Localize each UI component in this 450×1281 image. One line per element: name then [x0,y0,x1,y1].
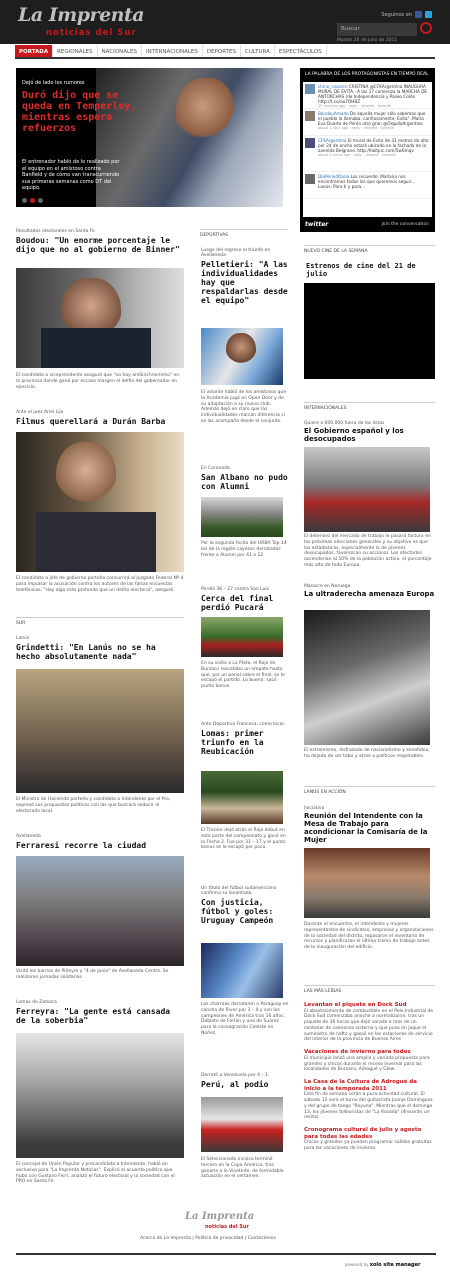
tweet-text: CRISTINA @CFKArgentina INAUGURA MURAL DE EVITA - A las 17 comienza la MARCHA DE ANTORCHAS (de Independencia y Paseo Colón http://t.co/au7OHBZ [318,84,428,104]
featured-slider[interactable] [16,68,283,207]
article-summary: El concejal de Unión Popular y precandidato a Intendente, habló en exclusiva para "La Imprenta Noticias". Explicó el acuerdo político que hubo con Gustavo Ferri, analizó el futuro electoral y la sociedad con el PRO en Santa Fe. [16,1162,175,1185]
join-conversation-link[interactable]: Join the conversation [381,222,429,227]
sur-article [16,834,184,850]
powered-by [345,1262,420,1268]
nav-tab-internacionales[interactable]: INTERNACIONALES [142,45,203,57]
article-title[interactable]: Con justicia, fútbol y goles: Uruguay Campeón [201,898,274,925]
tweet-user[interactable]: DiaPeriodDario [318,174,350,179]
article-title[interactable]: Perú, al podio [201,1080,269,1089]
article-photo[interactable] [201,1097,283,1152]
tweet-text: Los recuerdo: Mañana nos encontramos todos los que queremos seguir... Lanús: Para ti y para... [318,174,416,189]
tweet [303,109,432,136]
article-title[interactable]: Filmus querellará a Durán Barba [16,417,166,426]
cine-title[interactable]: Estrenos de cine del 21 de julio [306,262,416,278]
most-read-title[interactable]: Levantan el piquete en Dock Sud [304,1002,407,1008]
article-photo[interactable] [16,268,184,368]
article-kicker: Ante Deportiva Francesa, como local. [201,722,286,727]
article-summary: Durante el encuentro, el intendente y mujeres representantes de sindicatos, empresas y organizaciones de la sociedad del distrito, repasaron el inventario de recursos y planificaron el último tramo de trabajo antes de la inauguración del edificio. [304,922,434,951]
article-photo[interactable] [304,447,430,532]
section-header-sur[interactable]: SUR [16,617,184,626]
article-title[interactable]: La ultraderecha amenaza Europa [304,590,435,598]
slider-dots [22,198,43,203]
article-title[interactable]: Grindetti: "En Lanús no se ha hecho absolutamente nada" [16,643,156,661]
section-header-deportivas[interactable]: DEPORTIVAS [200,229,288,238]
most-read-summary: El municipio lanzó una amplia y variada propuesta para grandes y chicos durante el receso invernal para las localidades de Burzaco, Adrogué y Glew. [304,1055,430,1073]
article-summary: El Seleccionado incaico terminó tercero en la Copa América, tras ganarle a la Vinotinto, de formidable actuación en el certamen. [201,1157,284,1180]
tweet [303,82,432,109]
article-summary: El Tricolor dejó atrás el flojo debut en esta parte del campeonato y ganó en la Fecha 2. Fue por 31 – 17 y el punto bonus se le escapó por poco. [201,828,286,851]
tweet [303,172,432,199]
article-summary: Visitó los barrios de Piñeyro y "4 de Junio" de Avellaneda Centro. Se realizaron jornadas solidarias. [16,969,169,980]
sports-article [201,248,289,305]
article-kicker: Lomas de Zamora [16,1000,57,1005]
article-kicker: Masacre en Noruega [304,584,351,589]
section-header-cine[interactable]: NUEVO CINE DE LA SEMANA [304,245,435,254]
article-summary: El candidato a vicepresidente aseguró que "no hay antikirchnerismo" en la provincia donde ganó por escaso margen el delfín del gobernador en ejercicio. [16,373,180,390]
article-summary: Los charrúas derrotaron a Paraguay en cancha de River por 3 – 0 y son los campeones de América tras 16 años. Doblete de Forlán y uno de Suárez para la consagración Celeste en Núñez. [201,1002,289,1036]
avatar[interactable] [305,138,315,148]
article-photo[interactable] [201,771,283,824]
twitter-widget [300,68,435,232]
sur-article [16,1000,184,1025]
most-read-title[interactable]: La Casa de la Cultura de Adrogué da inicio a la temporada 2011 [304,1079,418,1092]
article-kicker: Quiere a 600.000 fuera de las listas [304,421,385,426]
featured-title[interactable]: Duró dijo que se queda en Temperley, mientras espera refuerzos [22,90,137,134]
tweet-text: El mural de Evita de 31 metros de alto por 24 de ancho estará ubicado en la fachada de la avenida Belgrano. http://twitpic.com/5w6mqv [318,138,429,153]
article-kicker: Resultados electorales en Santa Fe [16,229,95,234]
article-title[interactable]: Reunión del Intendente con la Mesa de Trabajo para acondicionar la Comisaría de la Mujer [304,812,428,844]
site-logo-subtitle: noticias del Sur [46,28,137,38]
slider-dot[interactable] [22,198,27,203]
site-header [0,0,450,44]
sports-article [201,1073,289,1089]
article-photo[interactable] [16,432,184,572]
article-kicker: Avellaneda [16,834,41,839]
tweet-meta[interactable]: 25 minutes ago · reply · retweet · favorite [318,104,392,108]
avatar[interactable] [305,84,315,94]
article-summary: El candidato a jefe de gobierno porteño concurrirá al Juzgado Federal Nº 4 para impulsar la acusación contra los autores de las falsas encuestas telefónicas. "Hay algo más profundo que un delito electoral", aseguró. [16,576,184,593]
footer-logo-subtitle: noticias del Sur [205,1224,249,1230]
slider-dot[interactable] [38,198,43,203]
avatar[interactable] [305,174,315,184]
search-icon[interactable] [420,22,432,34]
current-date: Martes 26 de julio de 2011 [337,38,398,43]
avatar[interactable] [305,111,315,121]
article-summary: Por la segunda fecha del URBA Top 14 los de la región cayeron derrotados frente a Alumni por 41 a 12. [201,541,287,558]
article-summary: El deterioro del mercado de trabajo le pasará factura en las próximas elecciones generales y su objetivo es que las estadísticas, especialmente la de jóvenes desocupados, favorezcan su accionar. Los afectados ascenderían al 50% de la población activa, el porcentaje más alto de toda Europa. [304,534,432,568]
article-photo[interactable] [16,1033,184,1158]
sports-article [201,722,289,756]
article-title[interactable]: Pelletieri: "A las individualidades hay que respaldarlas desde el equipo" [201,260,288,305]
powered-by-label: powered by [345,1262,369,1267]
article-summary: El volante habló de los amistosos que la Academia jugó en Open Door y de su adaptación a su nuevo club. Además dejó en claro que las individualidades marcan diferencia si se las acompaña desde el conjunto. [201,390,287,424]
search-input[interactable]: Buscar [337,23,417,36]
slider-dot-active[interactable] [30,198,35,203]
tweet-meta[interactable]: about 2 hours ago · reply · retweet · favorite [318,153,396,157]
tweet-list[interactable] [303,82,432,217]
sports-article [201,587,289,612]
most-read-summary: El abastecimiento de combustible en el Polo Industrial de Dock Sud comenzaba anoche a normalizarse, tras un piquete de 36 horas que dejó varado a más de un centenar de camiones cisterna y que puso en jaque el suministro de nafta y gasoil en las estaciones de servicio del interior de la provincia de Buenos Aires [304,1008,434,1043]
nav-tab-deportes[interactable]: DEPORTES [203,45,241,57]
article-kicker: Derrotó a Venezuela por 4 – 1. [201,1073,270,1078]
nav-tab-portada[interactable]: PORTADA [15,45,53,57]
article-photo[interactable] [201,497,283,537]
tweet-user[interactable]: CFKArgentina [318,138,347,143]
follow-us [381,11,432,18]
article-summary: En su visita a La Plata, el Rojo de Burzaco rescataba un empate hasta que, por un penal sobre el final, se le escapó el partido. Lo bueno: sacó punto bonus. [201,661,285,690]
cine-block[interactable] [304,259,435,379]
article-photo[interactable] [304,610,430,745]
article-photo[interactable] [16,856,184,966]
most-read-list [304,1002,435,1152]
facebook-icon[interactable] [415,11,422,18]
featured-summary: El entrenador habló de lo realizado por el equipo en el amistoso contra Banfield y de cómo van transcurriendo sus primeras semanas como DT del equipo. [22,159,120,191]
main-nav [15,45,435,59]
article-photo[interactable] [16,669,184,793]
tweet-user[interactable]: BoudouAmado [318,111,349,116]
site-logo[interactable]: La Imprenta [18,4,145,26]
left-article [16,229,184,254]
most-read-summary: Este fin de semana serán a pura actividad cultural. El sábado 12 será el turno del guitarrista Juanjo Domínguez y del grupo de tango "Reyuna". Mientras que el domingo 13, los jóvenes folkloristas de "La Rosada" ofrecerán un recital. [304,1092,433,1121]
footer-links[interactable]: Acerca de La Imprenta | Política de privacidad | Contáctenos [140,1236,276,1241]
article-summary: El Ministro de Hacienda porteño y candidato a Intendente por el Pro, expresó sus propuestas políticas con las que buscará seducir al electorado local. [16,797,171,814]
intl-article [304,584,435,598]
tweet-text: De aquella mujer sólo sabemos que el pueblo la llamaba, cariñosamente, Evita". María Eva Duarte de Perón otro gran @OrgulloArgentino [318,111,426,126]
left-article [16,410,184,426]
xolo-logo[interactable]: xolo site manager [369,1262,421,1268]
nav-tab-cultura[interactable]: CULTURA [241,45,275,57]
tweet-user[interactable]: chino_navarro [318,84,348,89]
sports-article [201,886,289,925]
article-kicker: En Coronado. [201,466,232,471]
featured-kicker: Dejó de lado los rumores [22,80,85,86]
most-read-title[interactable]: Vacaciones de invierno para todos [304,1049,411,1056]
intl-article [304,421,435,443]
article-title[interactable]: El Gobierno español y los desocupados [304,427,404,443]
twitter-widget-header: LA PALABRA DE LOS PROTAGONISTAS EN TIEMPO REAL [305,72,429,77]
article-title[interactable]: Boudou: "Un enorme porcentaje le dijo que no al gobierno de Binner" [16,236,180,254]
nav-tab-regionales[interactable]: REGIONALES [53,45,97,57]
section-header-mas-leidas[interactable]: LAS MÁS LEÍDAS [304,985,435,994]
sur-article [16,636,184,661]
article-kicker: Lanús [16,636,30,641]
section-header-lanus[interactable]: LANÚS EN ACCIÓN [304,786,435,795]
follow-label: Seguinos en [381,11,412,18]
article-kicker: Luego del regreso al triunfo en Avellaneda [201,248,271,258]
footer-divider [16,1253,436,1255]
most-read-summary: Chicos y grandes ya pueden programar salidas gratuitas para las vacaciones de invierno. [304,1140,432,1151]
article-kicker: Ante el juez Ariel Lijo [16,410,64,415]
article-title[interactable]: Cerca del final perdió Pucará [201,594,274,612]
lanus-article [304,806,435,844]
tweet-meta[interactable]: about 1 hour ago · reply · retweet · favorite [318,126,394,130]
nav-tab-nacionales[interactable]: NACIONALES [98,45,142,57]
twitter-logo[interactable]: twitter [305,221,329,228]
article-kicker: Iniciativa [304,806,325,811]
article-photo[interactable] [201,943,283,998]
cine-title-box [304,259,435,283]
section-header-internacionales[interactable]: INTERNACIONALES [304,402,435,411]
article-kicker: Un título del fútbol sudamericano confirma su levantada. [201,886,277,896]
twitter-icon[interactable] [425,11,432,18]
sports-article [201,466,289,491]
article-photo[interactable] [201,328,283,385]
nav-tab-espectaculos[interactable]: ESPECTÁCULOS [275,45,327,57]
most-read-title[interactable]: Cronograma cultural de julio y agosto para todas las edades [304,1127,422,1140]
tweet [303,136,432,172]
article-photo[interactable] [201,617,283,657]
footer-logo[interactable]: La Imprenta [185,1211,255,1222]
article-title[interactable]: Lomas: primer triunfo en la Reubicación [201,729,264,756]
article-photo[interactable] [304,848,430,918]
article-title[interactable]: Ferraresi recorre la ciudad [16,841,147,850]
article-kicker: Perdió 36 – 27 contra San Luis [201,587,270,592]
article-title[interactable]: Ferreyra: "La gente está cansada de la soberbia" [16,1007,171,1025]
article-title[interactable]: San Albano no pudo con Alumni [201,473,288,491]
article-summary: El extremismo, disfrazado de nacionalismo y xenofobia, ha dejado de ser tabú y atrae a políticos respetables. [304,748,430,759]
featured-photo-face [176,78,236,148]
